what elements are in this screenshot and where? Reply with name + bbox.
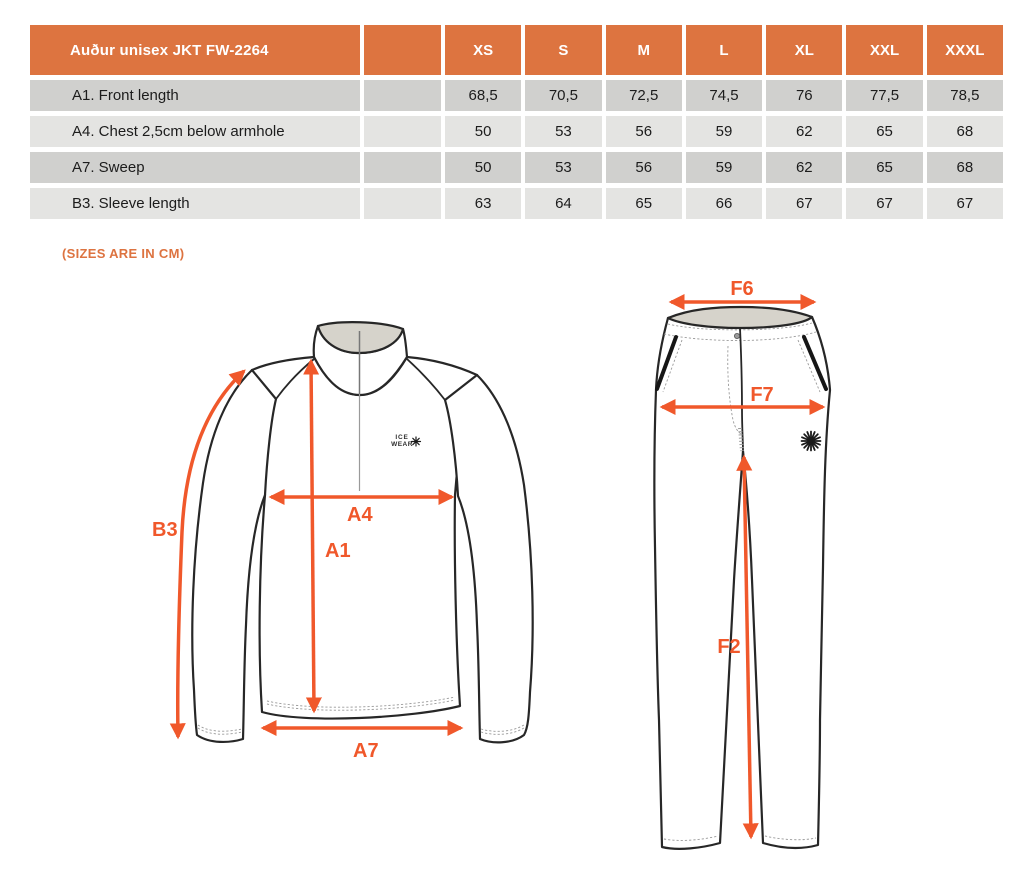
waist-button (734, 333, 739, 338)
row-spacer-cell (364, 80, 441, 111)
size-header-xxxl: XXXL (927, 25, 1003, 75)
value-cell: 63 (445, 188, 521, 219)
value-cell: 67 (766, 188, 842, 219)
size-header-xs: XS (445, 25, 521, 75)
row-label-front-length: A1. Front length (30, 80, 360, 111)
size-header-xl: XL (766, 25, 842, 75)
jacket-technical-drawing (140, 295, 590, 765)
size-header-l: L (686, 25, 762, 75)
row-spacer-cell (364, 116, 441, 147)
row-spacer-cell (364, 188, 441, 219)
value-cell: 53 (525, 116, 601, 147)
brand-logo-line2: WEAR (391, 441, 413, 448)
value-cell: 65 (846, 116, 922, 147)
snowflake-icon (802, 432, 821, 451)
value-cell: 64 (525, 188, 601, 219)
value-cell: 56 (606, 152, 682, 183)
a1-label: A1 (325, 540, 351, 562)
size-header-xxl: XXL (846, 25, 922, 75)
size-header-s: S (525, 25, 601, 75)
value-cell: 62 (766, 116, 842, 147)
value-cell: 65 (606, 188, 682, 219)
value-cell: 62 (766, 152, 842, 183)
value-cell: 67 (927, 188, 1003, 219)
value-cell: 67 (846, 188, 922, 219)
value-cell: 50 (445, 116, 521, 147)
waist-opening (668, 307, 812, 328)
pants-technical-drawing (630, 280, 920, 860)
row-label-sweep: A7. Sweep (30, 152, 360, 183)
a7-label: A7 (353, 740, 379, 762)
value-cell: 74,5 (686, 80, 762, 111)
value-cell: 56 (606, 116, 682, 147)
units-note: (SIZES ARE IN CM) (62, 246, 185, 261)
value-cell: 66 (686, 188, 762, 219)
size-table (30, 25, 1003, 219)
table-title: Auður unisex JKT FW-2264 (30, 25, 360, 75)
value-cell: 59 (686, 116, 762, 147)
value-cell: 68 (927, 116, 1003, 147)
jacket-body (252, 357, 477, 719)
f7-label: F7 (750, 384, 774, 406)
row-label-chest: A4. Chest 2,5cm below armhole (30, 116, 360, 147)
size-header-m: M (606, 25, 682, 75)
value-cell: 68,5 (445, 80, 521, 111)
value-cell: 77,5 (846, 80, 922, 111)
value-cell: 78,5 (927, 80, 1003, 111)
table-header-spacer-cell (364, 25, 441, 75)
value-cell: 72,5 (606, 80, 682, 111)
b3-label: B3 (152, 519, 178, 541)
value-cell: 53 (525, 152, 601, 183)
value-cell: 70,5 (525, 80, 601, 111)
brand-logo-line1: ICE (395, 434, 409, 441)
value-cell: 76 (766, 80, 842, 111)
f2-label: F2 (717, 636, 741, 658)
f6-label: F6 (730, 280, 754, 300)
value-cell: 50 (445, 152, 521, 183)
value-cell: 59 (686, 152, 762, 183)
snowflake-icon (412, 437, 421, 446)
row-label-sleeve-length: B3. Sleeve length (30, 188, 360, 219)
value-cell: 65 (846, 152, 922, 183)
a4-label: A4 (347, 504, 373, 526)
value-cell: 68 (927, 152, 1003, 183)
row-spacer-cell (364, 152, 441, 183)
